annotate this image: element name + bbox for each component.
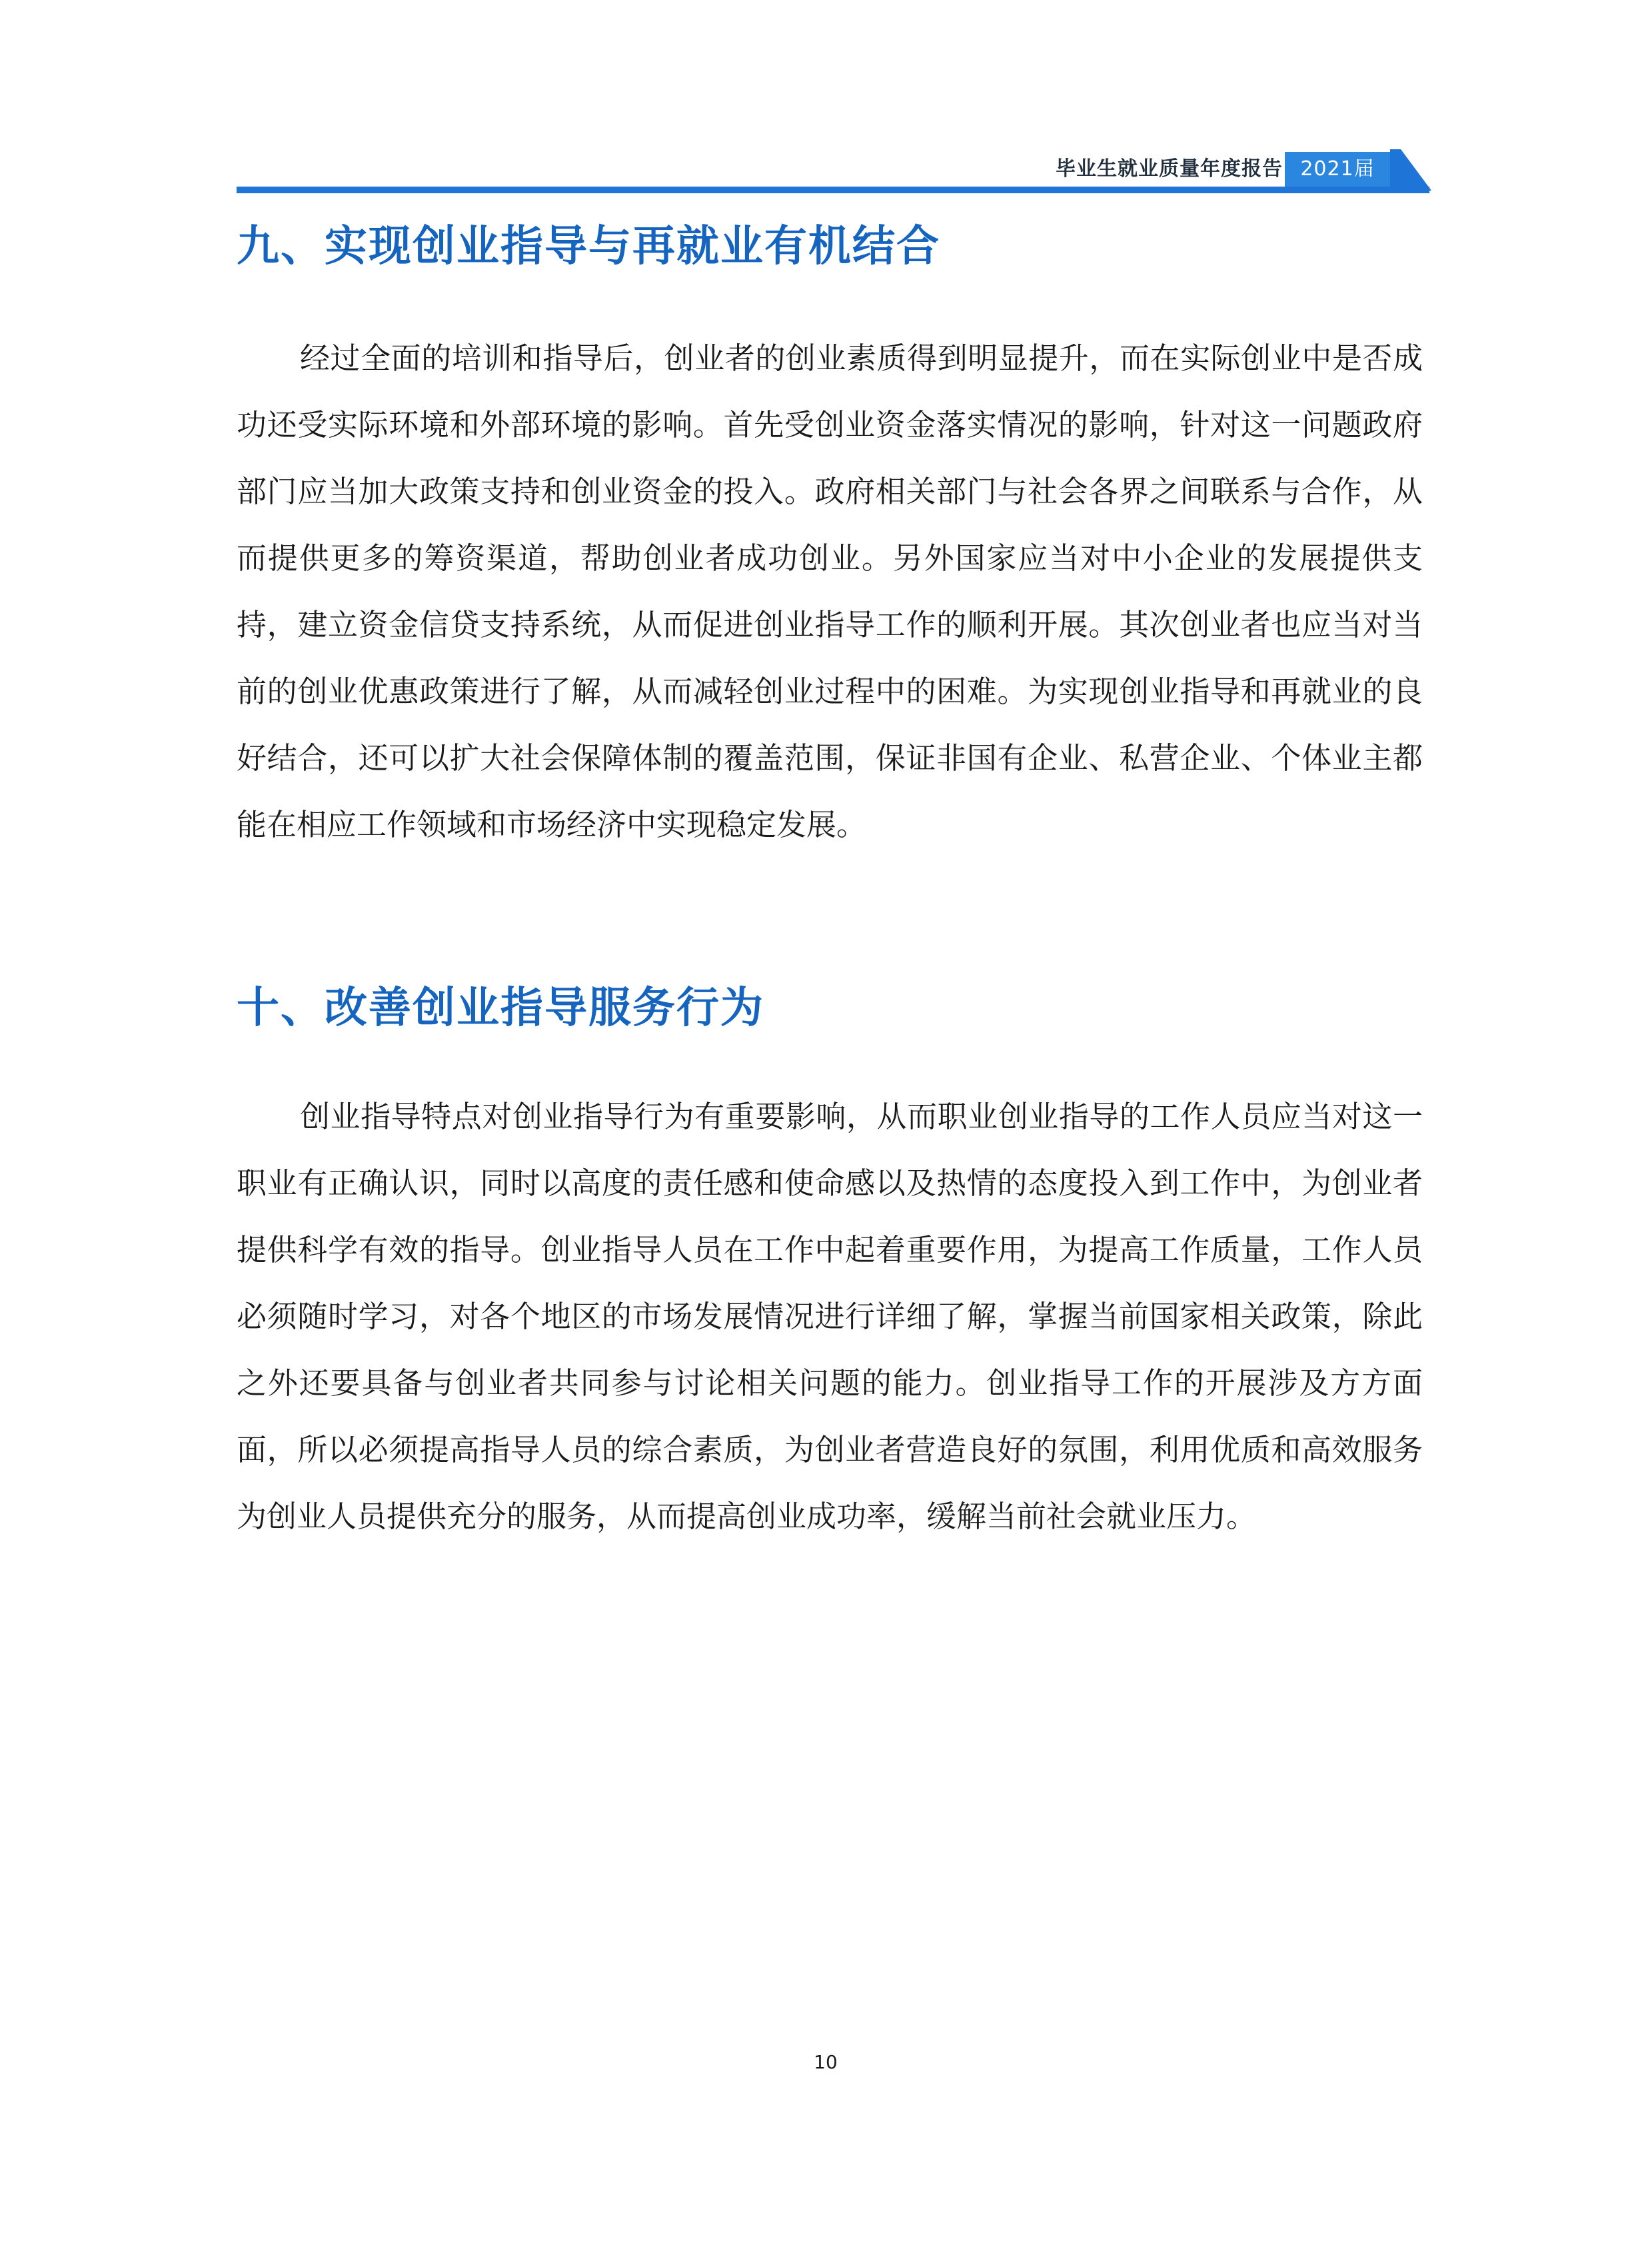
page-number: 10 (814, 2051, 838, 2073)
header-arrow-icon (1390, 149, 1434, 193)
section-heading-10: 十、改善创业指导服务行为 (237, 984, 764, 1033)
section-paragraph-9: 经过全面的培训和指导后，创业者的创业素质得到明显提升，而在实际创业中是否成功还受实际环境和外部环境的影响。首先受创业资金落实情况的影响，针对这一问题政府部门应当加大政策支持和创业资金的投入。政府相关部门与社会各界之间联系与合作，从而提供更多的筹资渠道，帮助创业者成功创业。另外国家应当对中小企业的发展提供支持，建立资金信贷支持系统，从而促进创业指导工作的顺利开展。其次创业者也应当对当前的创业优惠政策进行了解，从而减轻创业过程中的困难。为实现创业指导和再就业的良好结合，还可以扩大社会保障体制的覆盖范围，保证非国有企业、私营企业、个体业主都能在相应工作领域和市场经济中实现稳定发展。 (237, 341, 1423, 842)
header-divider (237, 187, 1429, 193)
page-header (0, 0, 1652, 200)
year-badge: 2021届 (1285, 152, 1390, 187)
report-title: 毕业生就业质量年度报告 (1056, 157, 1283, 181)
section-heading-9: 九、实现创业指导与再就业有机结合 (237, 222, 940, 271)
section-paragraph-10: 创业指导特点对创业指导行为有重要影响，从而职业创业指导的工作人员应当对这一职业有正确认识，同时以高度的责任感和使命感以及热情的态度投入到工作中，为创业者提供科学有效的指导。创业指导人员在工作中起着重要作用，为提高工作质量，工作人员必须随时学习，对各个地区的市场发展情况进行详细了解，掌握当前国家相关政策，除此之外还要具备与创业者共同参与讨论相关问题的能力。创业指导工作的开展涉及方方面面，所以必须提高指导人员的综合素质，为创业者营造良好的氛围，利用优质和高效服务为创业人员提供充分的服务，从而提高创业成功率，缓解当前社会就业压力。 (237, 1099, 1423, 1534)
